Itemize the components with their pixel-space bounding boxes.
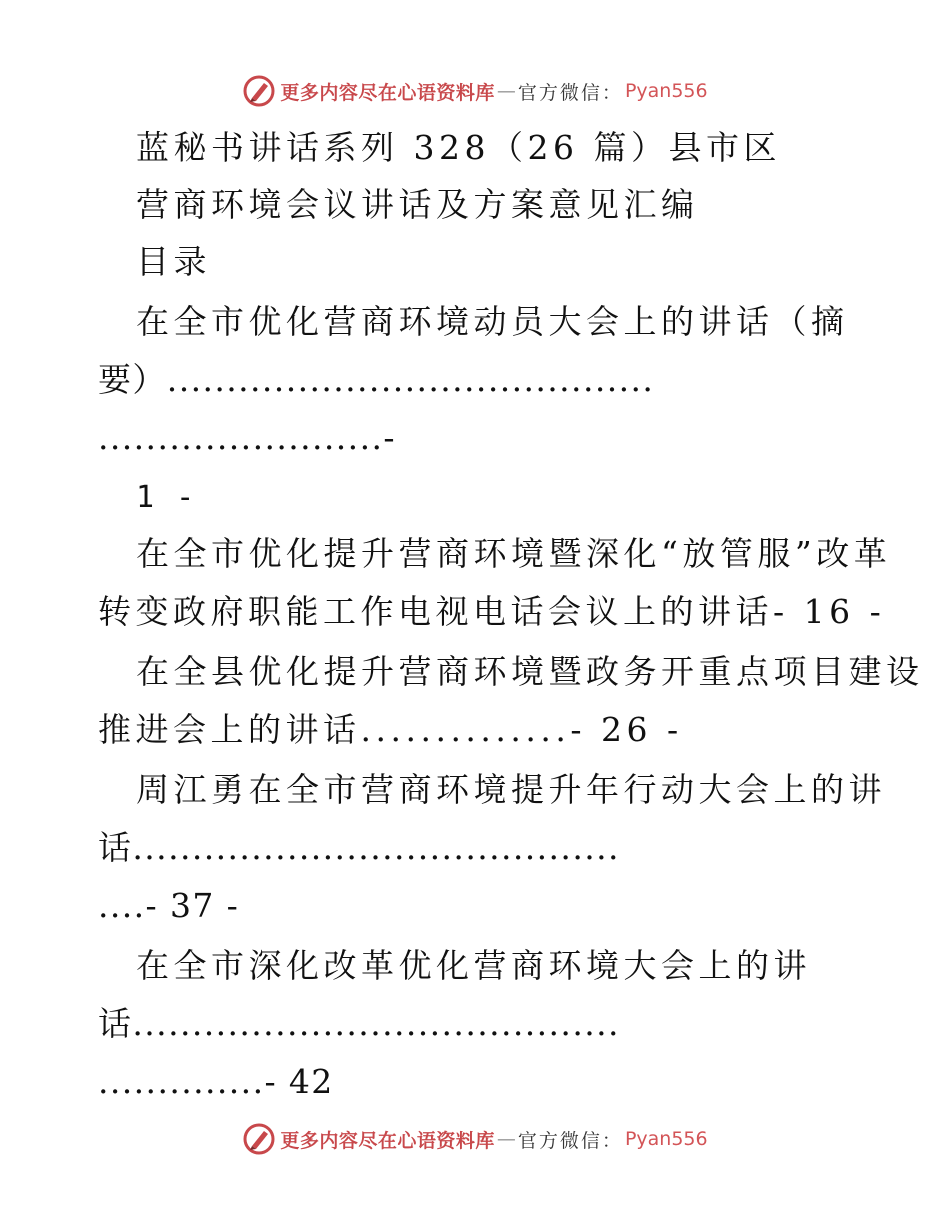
toc-entry-4-line-1: 周江勇在全市营商环境提升年行动大会上的讲 [136, 770, 886, 809]
toc-entry-1-page: 1 - [136, 480, 197, 515]
pen-logo-icon [242, 74, 276, 108]
watermark-main-text: 更多内容尽在心语资料库 [280, 1129, 495, 1152]
toc-entry-1-line-2 [98, 360, 654, 400]
footer-watermark [0, 1122, 950, 1156]
watermark-sub-text: 官方微信： [517, 1129, 623, 1152]
pen-logo-icon [242, 1122, 276, 1156]
toc-entry-4-line-3: ....- 37 - [98, 886, 240, 925]
watermark-main-text: 更多内容尽在心语资料库 [280, 81, 495, 104]
watermark-dash: — [496, 80, 516, 102]
toc-heading: 目录 [136, 242, 211, 281]
doc-title-line-1: 蓝秘书讲话系列 328（26 篇）县市区 [136, 128, 781, 167]
toc-entry-5-line-1: 在全市深化改革优化营商环境大会上的讲 [136, 946, 811, 985]
watermark-wechat-id: Pyan556 [624, 1128, 708, 1150]
watermark-sub-text: 官方微信： [517, 81, 623, 104]
watermark-dash: — [496, 1128, 516, 1150]
toc-entry-2-line-1: 在全市优化提升营商环境暨深化“放管服”改革 [136, 534, 892, 573]
toc-entry-3-line-2: 推进会上的讲话..............- 26 - [98, 710, 683, 749]
toc-entry-1-line-3: ........................- [98, 418, 396, 457]
watermark-wechat-id: Pyan556 [624, 80, 708, 102]
toc-entry-3-line-1: 在全县优化提升营商环境暨政务开重点项目建设 [136, 652, 924, 691]
doc-title-line-2: 营商环境会议讲话及方案意见汇编 [136, 185, 699, 224]
toc-entry-5-line-2: 话......................................... [98, 1004, 620, 1043]
toc-entry-4-line-2: 话......................................... [98, 828, 620, 867]
toc-entry-2-line-2: 转变政府职能工作电视电话会议上的讲话- 16 - [98, 592, 886, 631]
toc-entry-1-line-2-text: 要）......................................... [98, 360, 655, 399]
toc-entry-1-line-1: 在全市优化营商环境动员大会上的讲话（摘 [136, 302, 849, 341]
header-watermark [0, 74, 950, 108]
toc-entry-5-line-3: ..............- 42 [98, 1062, 334, 1101]
